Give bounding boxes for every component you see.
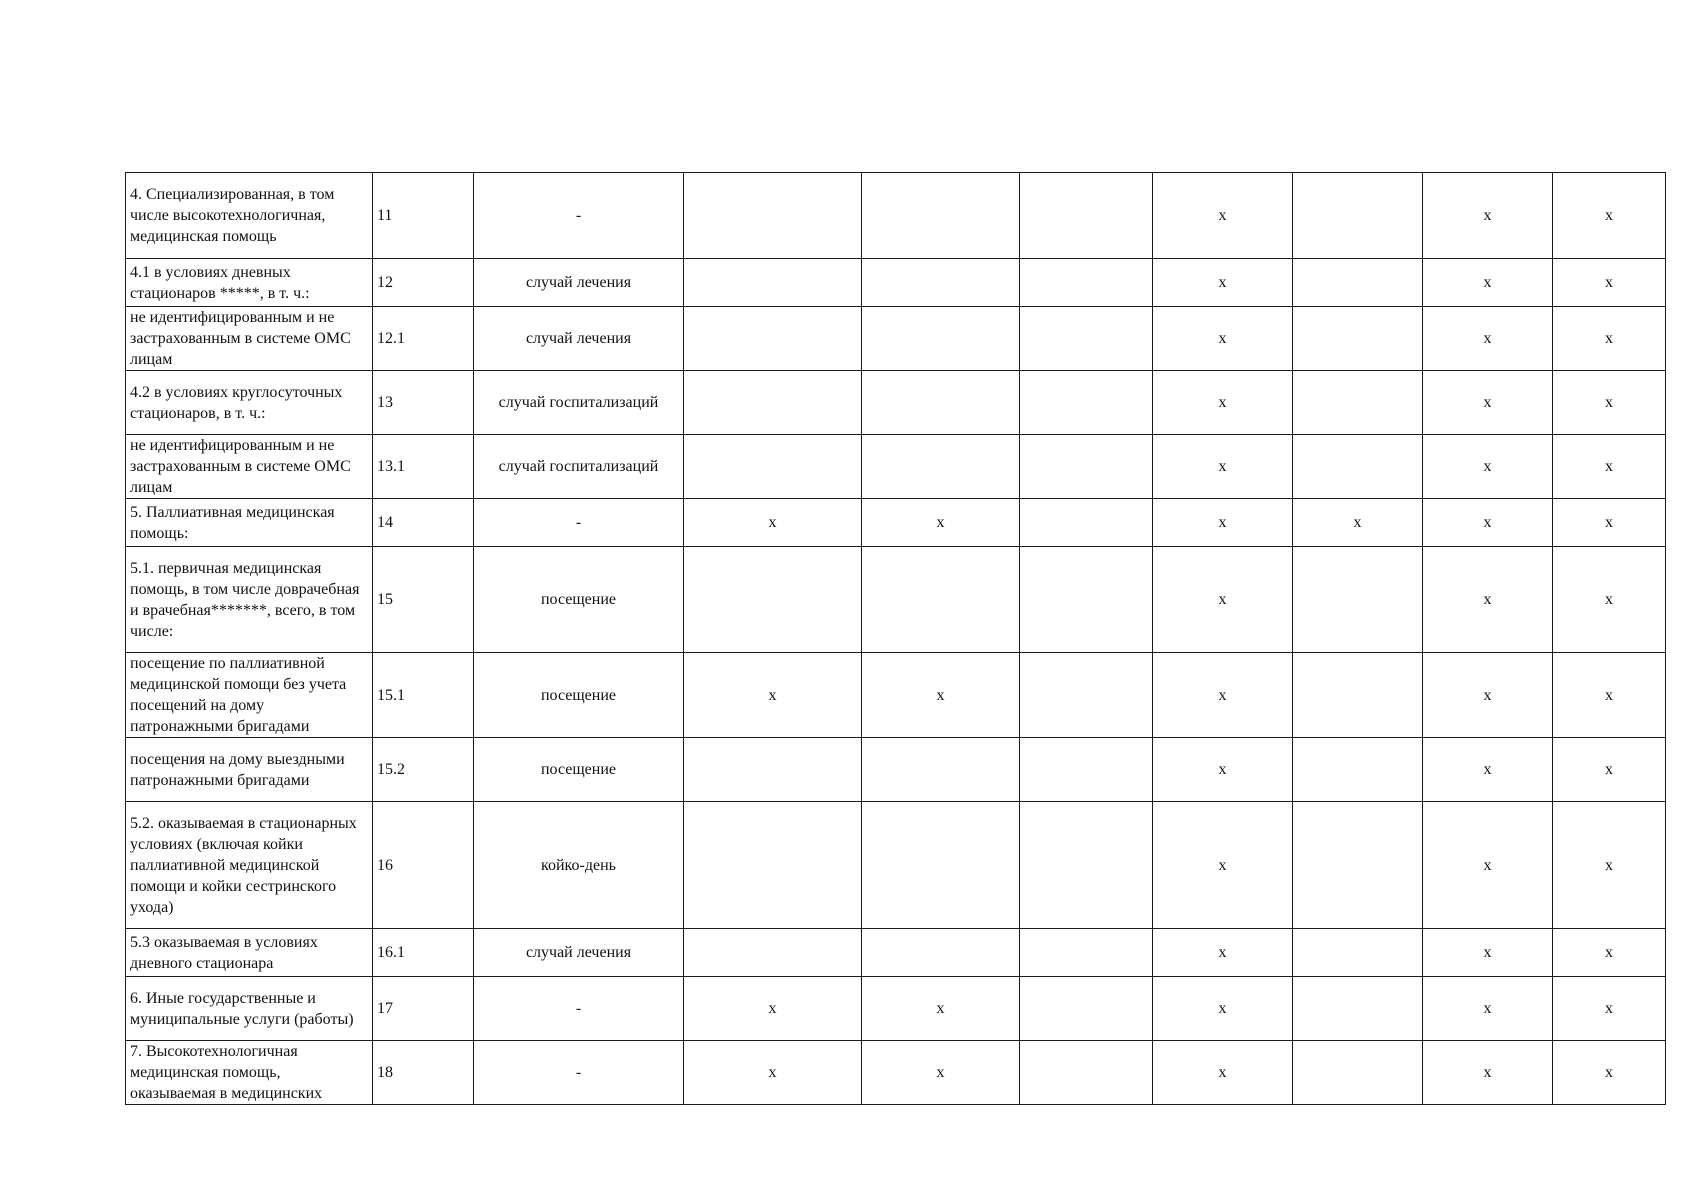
value-cell: x	[862, 499, 1020, 547]
table-row	[126, 1041, 1666, 1105]
value-cell: x	[1553, 371, 1666, 435]
value-cell: x	[1423, 653, 1553, 738]
value-cell: x	[1553, 435, 1666, 499]
row-code-cell: 12	[373, 259, 474, 307]
value-cell: x	[1153, 435, 1293, 499]
value-cell	[684, 173, 862, 259]
value-cell	[1293, 653, 1423, 738]
value-cell	[1293, 173, 1423, 259]
value-cell	[862, 259, 1020, 307]
table-row	[126, 929, 1666, 977]
table-row	[126, 435, 1666, 499]
row-name-cell: посещение по паллиативной медицинской помощи без учета посещений на дому патронажными бригадами	[126, 653, 373, 738]
value-cell: x	[684, 977, 862, 1041]
value-cell	[1020, 499, 1153, 547]
row-name-cell: 6. Иные государственные и муниципальные услуги (работы)	[126, 977, 373, 1041]
value-cell	[1020, 802, 1153, 929]
row-code-cell: 16	[373, 802, 474, 929]
value-cell: x	[1553, 499, 1666, 547]
value-cell: x	[1423, 499, 1553, 547]
data-table	[125, 172, 1666, 1105]
value-cell	[684, 259, 862, 307]
value-cell	[1293, 929, 1423, 977]
value-cell: x	[684, 653, 862, 738]
value-cell: x	[1153, 307, 1293, 371]
value-cell	[1020, 653, 1153, 738]
value-cell: x	[1423, 435, 1553, 499]
value-cell	[862, 435, 1020, 499]
value-cell: x	[1423, 259, 1553, 307]
value-cell: x	[862, 653, 1020, 738]
table-row	[126, 977, 1666, 1041]
table-row	[126, 371, 1666, 435]
value-cell: x	[1553, 653, 1666, 738]
row-name-cell: 7. Высокотехнологичная медицинская помощь, оказываемая в медицинских	[126, 1041, 373, 1105]
table-row	[126, 738, 1666, 802]
value-cell	[1293, 1041, 1423, 1105]
row-unit-cell: случай госпитализаций	[474, 435, 684, 499]
value-cell: x	[862, 977, 1020, 1041]
row-unit-cell: посещение	[474, 653, 684, 738]
table-row	[126, 307, 1666, 371]
row-name-cell: 5.2. оказываемая в стационарных условиях (включая койки паллиативной медицинской помощи и койки сестринского ухода)	[126, 802, 373, 929]
value-cell: x	[1153, 738, 1293, 802]
table-row	[126, 173, 1666, 259]
value-cell: x	[1553, 173, 1666, 259]
value-cell: x	[1153, 653, 1293, 738]
value-cell	[862, 371, 1020, 435]
value-cell: x	[1553, 738, 1666, 802]
value-cell	[684, 547, 862, 653]
row-unit-cell: случай госпитализаций	[474, 371, 684, 435]
row-unit-cell: койко-день	[474, 802, 684, 929]
row-name-cell: 5. Паллиативная медицинская помощь:	[126, 499, 373, 547]
row-code-cell: 13	[373, 371, 474, 435]
row-unit-cell: случай лечения	[474, 929, 684, 977]
value-cell	[1020, 738, 1153, 802]
value-cell	[684, 738, 862, 802]
value-cell: x	[1293, 499, 1423, 547]
row-name-cell: 4. Специализированная, в том числе высокотехнологичная, медицинская помощь	[126, 173, 373, 259]
row-name-cell: не идентифицированным и не застрахованным в системе ОМС лицам	[126, 435, 373, 499]
row-name-cell: посещения на дому выездными патронажными бригадами	[126, 738, 373, 802]
value-cell: x	[1153, 173, 1293, 259]
value-cell: x	[1153, 977, 1293, 1041]
value-cell	[1293, 435, 1423, 499]
value-cell	[1020, 435, 1153, 499]
row-unit-cell: -	[474, 499, 684, 547]
value-cell: x	[1553, 977, 1666, 1041]
value-cell: x	[1423, 547, 1553, 653]
row-code-cell: 18	[373, 1041, 474, 1105]
value-cell: x	[1423, 977, 1553, 1041]
value-cell	[1020, 1041, 1153, 1105]
value-cell	[1293, 371, 1423, 435]
value-cell	[862, 738, 1020, 802]
value-cell	[862, 929, 1020, 977]
value-cell	[862, 802, 1020, 929]
value-cell: x	[1423, 371, 1553, 435]
row-name-cell: 4.2 в условиях круглосуточных стационаров, в т. ч.:	[126, 371, 373, 435]
value-cell: x	[1423, 307, 1553, 371]
value-cell: x	[1153, 499, 1293, 547]
row-unit-cell: -	[474, 977, 684, 1041]
value-cell: x	[1423, 1041, 1553, 1105]
value-cell: x	[1153, 371, 1293, 435]
row-code-cell: 15	[373, 547, 474, 653]
value-cell	[684, 307, 862, 371]
row-code-cell: 14	[373, 499, 474, 547]
row-code-cell: 13.1	[373, 435, 474, 499]
value-cell: x	[1553, 547, 1666, 653]
value-cell: x	[1553, 259, 1666, 307]
row-unit-cell: случай лечения	[474, 259, 684, 307]
row-code-cell: 15.2	[373, 738, 474, 802]
value-cell	[862, 173, 1020, 259]
table-row	[126, 802, 1666, 929]
row-code-cell: 11	[373, 173, 474, 259]
value-cell: x	[1423, 802, 1553, 929]
value-cell: x	[1153, 259, 1293, 307]
value-cell	[1293, 547, 1423, 653]
value-cell	[1020, 307, 1153, 371]
value-cell	[1020, 371, 1153, 435]
table-body	[126, 173, 1666, 1105]
value-cell: x	[1553, 307, 1666, 371]
table-row	[126, 499, 1666, 547]
value-cell	[1020, 929, 1153, 977]
value-cell: x	[684, 1041, 862, 1105]
value-cell	[862, 307, 1020, 371]
value-cell: x	[1423, 929, 1553, 977]
row-unit-cell: случай лечения	[474, 307, 684, 371]
value-cell	[862, 547, 1020, 653]
row-code-cell: 15.1	[373, 653, 474, 738]
row-code-cell: 12.1	[373, 307, 474, 371]
row-code-cell: 17	[373, 977, 474, 1041]
value-cell	[684, 802, 862, 929]
row-name-cell: 4.1 в условиях дневных стационаров *****, в т. ч.:	[126, 259, 373, 307]
row-unit-cell: посещение	[474, 738, 684, 802]
row-name-cell: 5.1. первичная медицинская помощь, в том числе доврачебная и врачебная*******, всего, в том числе:	[126, 547, 373, 653]
row-unit-cell: -	[474, 173, 684, 259]
row-name-cell: 5.3 оказываемая в условиях дневного стационара	[126, 929, 373, 977]
value-cell	[1020, 547, 1153, 653]
table-row	[126, 547, 1666, 653]
value-cell: x	[1553, 929, 1666, 977]
value-cell: x	[1553, 802, 1666, 929]
value-cell: x	[1153, 802, 1293, 929]
value-cell	[1293, 307, 1423, 371]
row-code-cell: 16.1	[373, 929, 474, 977]
value-cell	[1020, 977, 1153, 1041]
value-cell	[1293, 802, 1423, 929]
value-cell	[1293, 977, 1423, 1041]
value-cell: x	[1423, 173, 1553, 259]
value-cell: x	[1423, 738, 1553, 802]
value-cell: x	[1153, 929, 1293, 977]
value-cell: x	[684, 499, 862, 547]
value-cell	[1020, 173, 1153, 259]
row-unit-cell: посещение	[474, 547, 684, 653]
value-cell	[1293, 738, 1423, 802]
value-cell: x	[1153, 547, 1293, 653]
value-cell	[1293, 259, 1423, 307]
value-cell	[684, 435, 862, 499]
value-cell: x	[1553, 1041, 1666, 1105]
table-row	[126, 653, 1666, 738]
value-cell	[1020, 259, 1153, 307]
value-cell	[684, 929, 862, 977]
row-name-cell: не идентифицированным и не застрахованным в системе ОМС лицам	[126, 307, 373, 371]
value-cell: x	[1153, 1041, 1293, 1105]
value-cell	[684, 371, 862, 435]
value-cell: x	[862, 1041, 1020, 1105]
table-row	[126, 259, 1666, 307]
row-unit-cell: -	[474, 1041, 684, 1105]
